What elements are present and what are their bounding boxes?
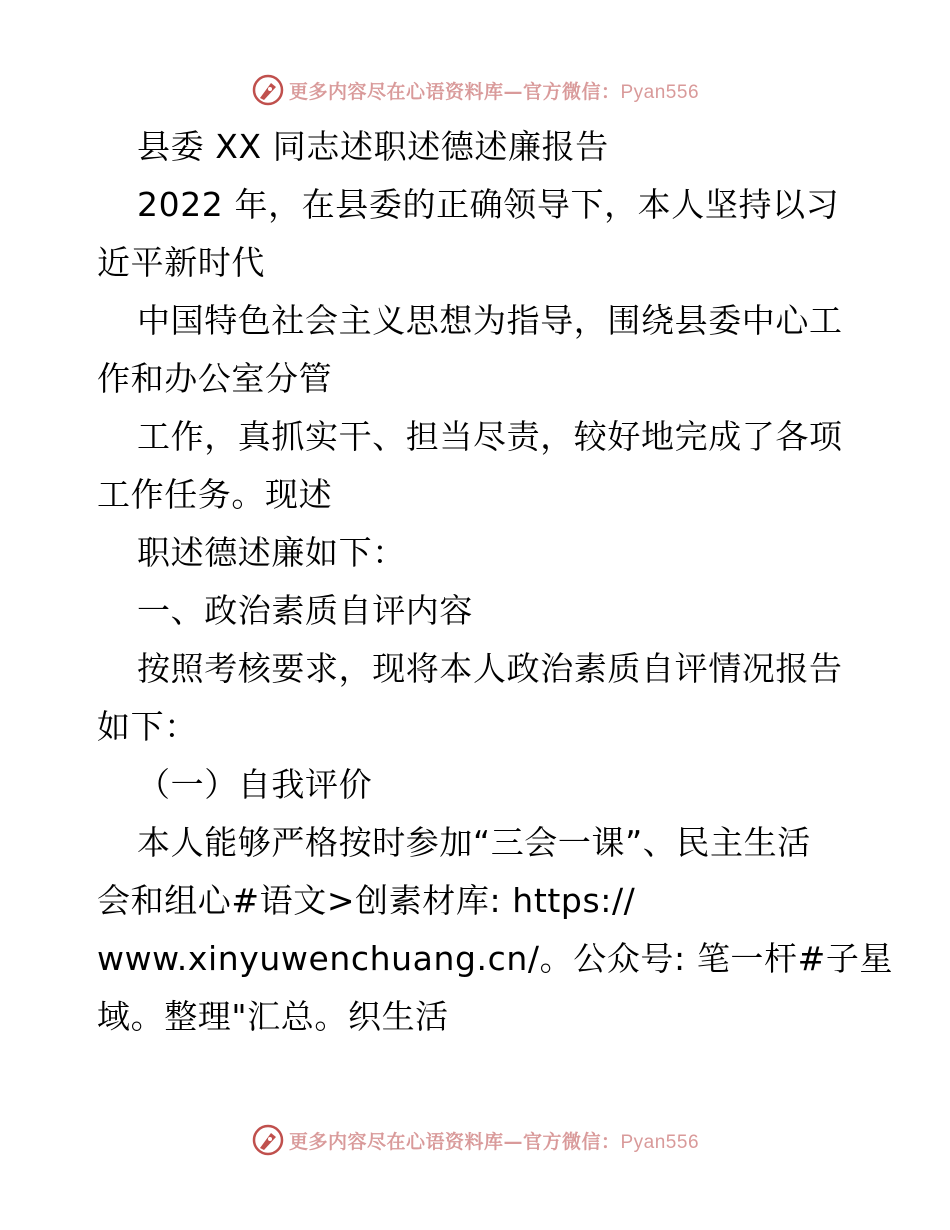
paragraph-line: 如下： bbox=[97, 707, 198, 746]
watermark-banner-bottom bbox=[0, 1120, 950, 1160]
document-body bbox=[97, 118, 894, 1046]
paragraph-line: 本人能够严格按时参加“三会一课”、民主生活 bbox=[137, 823, 811, 862]
paragraph-line: 按照考核要求，现将本人政治素质自评情况报告 bbox=[137, 649, 843, 688]
paragraph-line: 会和组心#语文>创素材库: https:// bbox=[97, 881, 636, 920]
section-heading: 一、政治素质自评内容 bbox=[137, 591, 473, 630]
paragraph-line: 工作任务。现述 bbox=[97, 475, 333, 514]
paragraph-line: 作和办公室分管 bbox=[97, 359, 333, 398]
pen-nib-logo-icon bbox=[251, 1123, 285, 1157]
watermark-wechat-id: Pyan556 bbox=[620, 1131, 700, 1153]
watermark-text: 更多内容尽在心语资料库—官方微信：Pyan556 bbox=[288, 80, 700, 103]
paragraph-line: 中国特色社会主义思想为指导，围绕县委中心工 bbox=[137, 301, 843, 340]
paragraph-line: 工作，真抓实干、担当尽责，较好地完成了各项 bbox=[137, 417, 843, 456]
document-title: 县委 XX 同志述职述德述廉报告 bbox=[137, 127, 609, 166]
pen-nib-logo-icon bbox=[251, 73, 285, 107]
paragraph-line: 职述德述廉如下： bbox=[137, 533, 406, 572]
watermark-wechat-id: Pyan556 bbox=[620, 81, 700, 103]
watermark-text: 更多内容尽在心语资料库—官方微信：Pyan556 bbox=[288, 1130, 700, 1153]
subsection-heading: （一）自我评价 bbox=[137, 765, 373, 804]
paragraph-line: 2022 年，在县委的正确领导下，本人坚持以习 bbox=[137, 185, 840, 224]
paragraph-line: www.xinyuwenchuang.cn/。公众号: 笔一杆#子星 bbox=[97, 939, 894, 978]
paragraph-line: 域。整理"汇总。织生活 bbox=[97, 997, 449, 1036]
paragraph-line: 近平新时代 bbox=[97, 243, 265, 282]
watermark-banner-top bbox=[0, 70, 950, 110]
